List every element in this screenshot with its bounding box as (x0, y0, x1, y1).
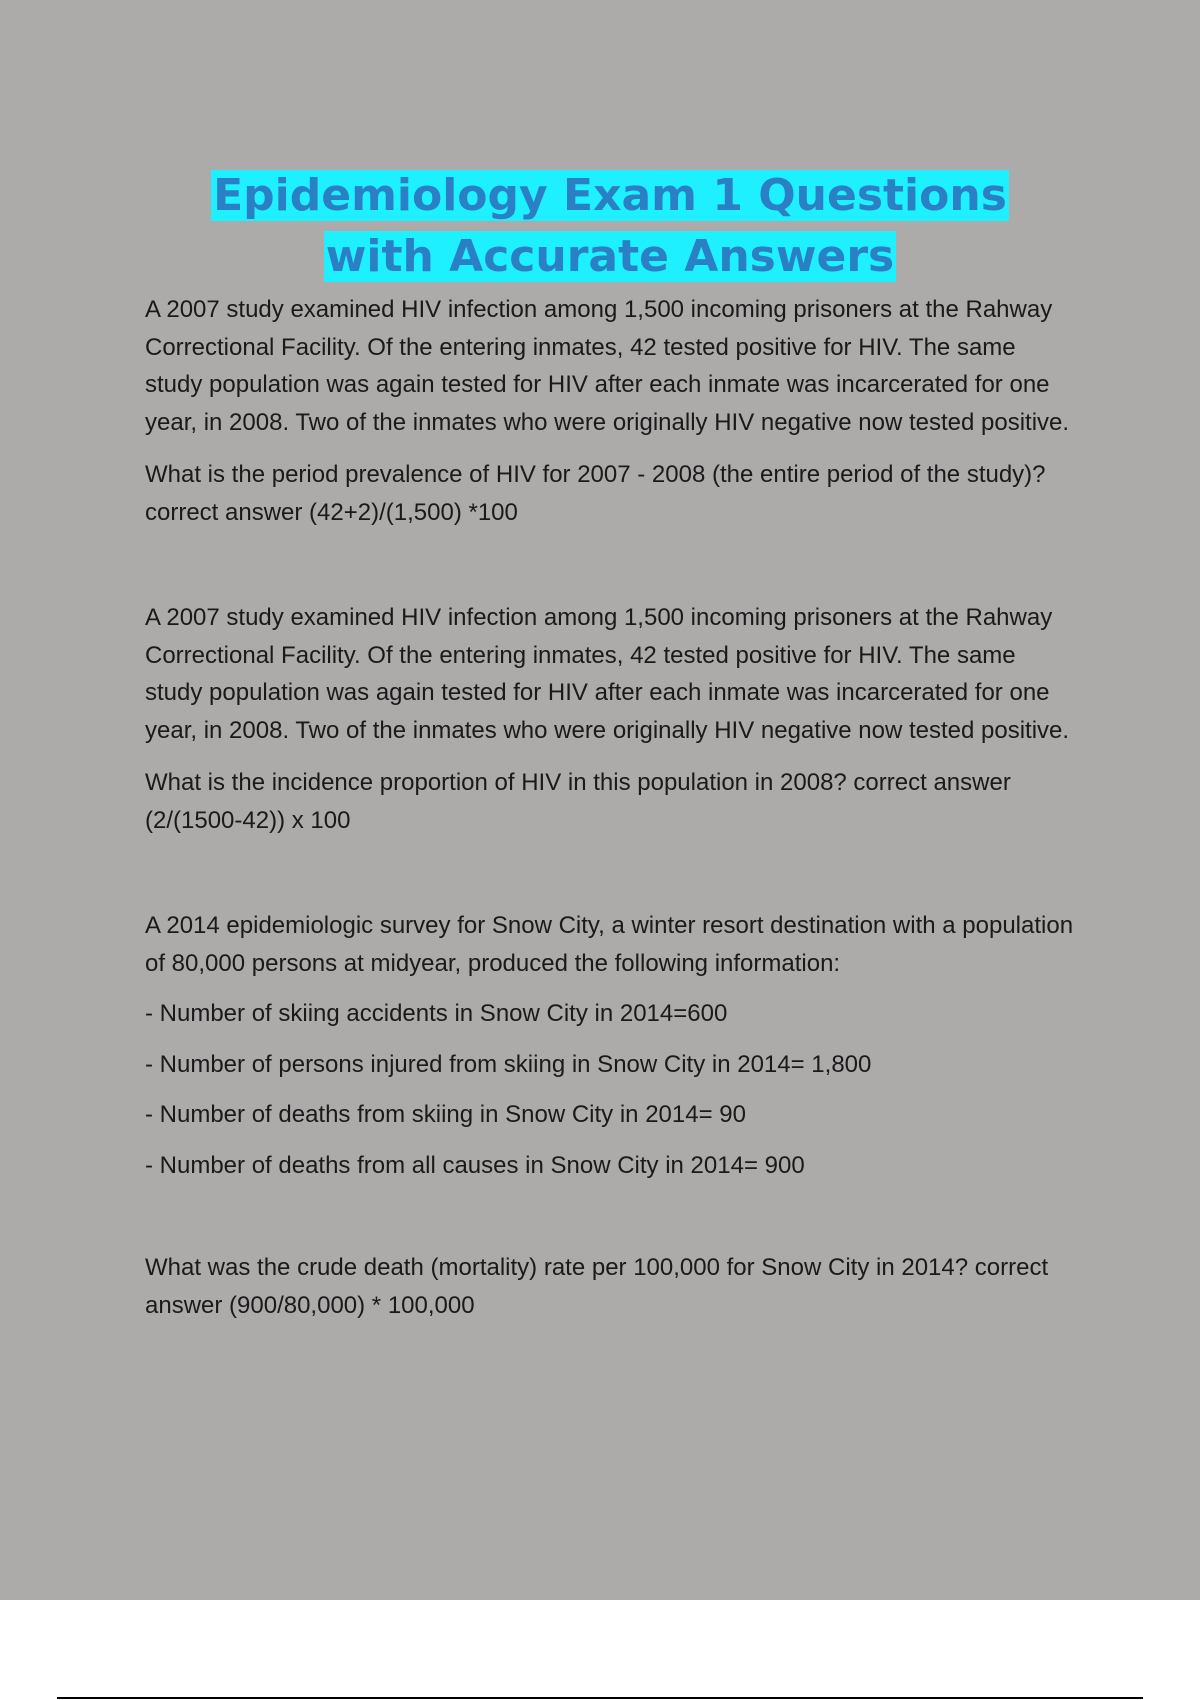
document-body (145, 165, 1075, 1324)
title-line-1: Epidemiology Exam 1 Questions (213, 170, 1007, 221)
footer-divider (57, 1697, 1143, 1699)
q2-question: What is the incidence proportion of HIV in this population in 2008? correct answer (2/(1500-42)) x 100 (145, 769, 1011, 834)
q3-fact: - Number of skiing accidents in Snow City in 2014=600 (145, 1000, 728, 1027)
q3-question: What was the crude death (mortality) rate per 100,000 for Snow City in 2014? correct answer (900/80,000) * 100,000 (145, 1254, 1049, 1319)
q3-fact: - Number of deaths from all causes in Snow City in 2014= 900 (145, 1151, 805, 1179)
q3-fact: - Number of persons injured from skiing in Snow City in 2014= 1,800 (145, 1050, 872, 1078)
q1-question: What is the period prevalence of HIV for 2007 - 2008 (the entire period of the study)? correct answer (42+2)/(1,500) *100 (145, 461, 1046, 526)
q1-scenario: A 2007 study examined HIV infection among 1,500 incoming prisoners at the Rahway Correctional Facility. Of the entering inmates, 42 tested positive for HIV. The same study population was again tested for HIV after each inmate was incarcerated for one year, in 2008. Two of the inmates who were originally HIV negative now tested positive. (145, 296, 1070, 436)
page-title (145, 165, 1075, 287)
q3-scenario: A 2014 epidemiologic survey for Snow City, a winter resort destination with a population of 80,000 persons at midyear, produced the following information: (145, 912, 1074, 977)
q3-fact: - Number of deaths from skiing in Snow City in 2014= 90 (145, 1101, 746, 1128)
title-line-2: with Accurate Answers (325, 231, 895, 282)
q2-scenario: A 2007 study examined HIV infection among 1,500 incoming prisoners at the Rahway Correctional Facility. Of the entering inmates, 42 tested positive for HIV. The same study population was again tested for HIV after each inmate was incarcerated for one year, in 2008. Two of the inmates who were originally HIV negative now tested positive. (145, 604, 1070, 744)
